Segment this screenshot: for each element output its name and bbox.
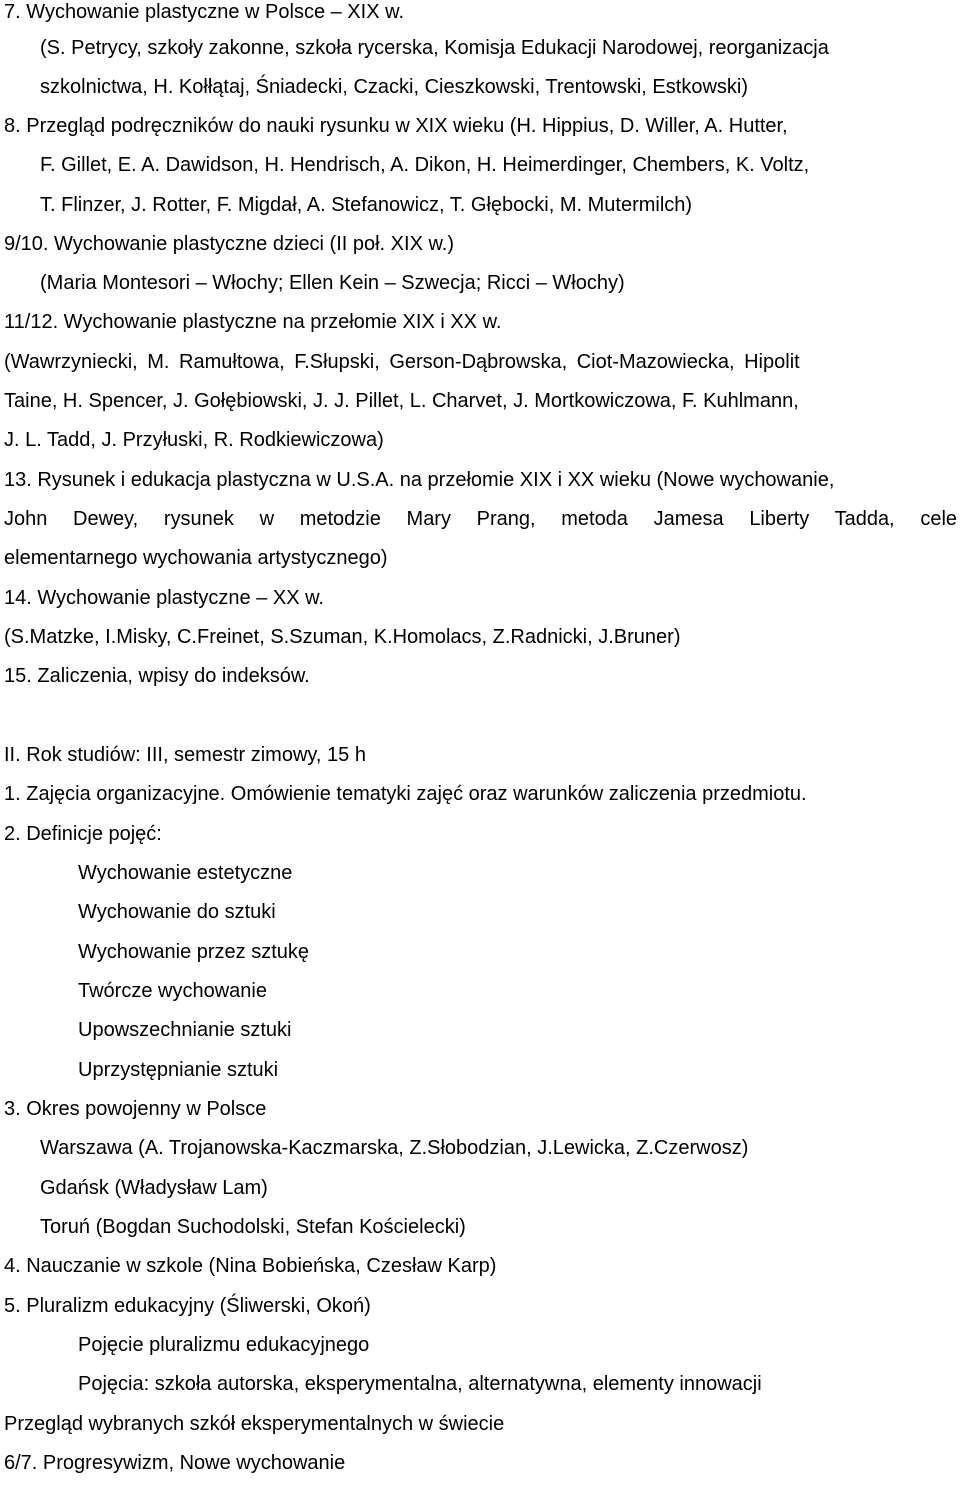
- item-11-12-details-line-3: J. L. Tadd, J. Przyłuski, R. Rodkiewiczowa): [4, 429, 384, 451]
- definition-item: Wychowanie przez sztukę: [78, 941, 310, 963]
- city-item: Toruń (Bogdan Suchodolski, Stefan Kościelecki): [40, 1216, 466, 1238]
- definition-item: Uprzystępnianie sztuki: [78, 1059, 279, 1081]
- item-9-10-heading: 9/10. Wychowanie plastyczne dzieci (II poł. XIX w.): [4, 233, 455, 255]
- item-13-line-3: elementarnego wychowania artystycznego): [4, 547, 388, 569]
- item-14-details: (S.Matzke, I.Misky, C.Freinet, S.Szuman, K.Homolacs, Z.Radnicki, J.Bruner): [4, 626, 681, 648]
- definition-item: Twórcze wychowanie: [78, 980, 267, 1002]
- item-13-line-1: 13. Rysunek i edukacja plastyczna w U.S.A. na przełomie XIX i XX wieku (Nowe wychowanie,: [4, 469, 835, 491]
- section-ii-item-1: 1. Zajęcia organizacyjne. Omówienie tematyki zajęć oraz warunków zaliczenia przedmiotu.: [4, 783, 807, 805]
- item-11-12-heading: 11/12. Wychowanie plastyczne na przełomie XIX i XX w.: [4, 311, 502, 333]
- item-11-12-details-line-2: Taine, H. Spencer, J. Gołębiowski, J. J. Pillet, L. Charvet, J. Mortkowiczowa, F. Kuhlmann,: [4, 390, 799, 412]
- item-7-details-line-1: (S. Petrycy, szkoły zakonne, szkoła rycerska, Komisja Edukacji Narodowej, reorganizacja: [40, 37, 829, 59]
- item-9-10-details: (Maria Montesori – Włochy; Ellen Kein – Szwecja; Ricci – Włochy): [40, 272, 625, 294]
- item-8-details-line-1: F. Gillet, E. A. Dawidson, H. Hendrisch, A. Dikon, H. Heimerdinger, Chembers, K. Voltz,: [40, 154, 810, 176]
- city-item: Warszawa (A. Trojanowska-Kaczmarska, Z.Słobodzian, J.Lewicka, Z.Czerwosz): [40, 1137, 749, 1159]
- item-8-heading: 8. Przegląd podręczników do nauki rysunku w XIX wieku (H. Hippius, D. Willer, A. Hutter,: [4, 115, 788, 137]
- section-ii-item-5: 5. Pluralizm edukacyjny (Śliwerski, Okoń): [4, 1295, 371, 1317]
- definition-item: Wychowanie estetyczne: [78, 862, 293, 884]
- section-ii-item-4: 4. Nauczanie w szkole (Nina Bobieńska, Czesław Karp): [4, 1255, 497, 1277]
- item-8-details-line-2: T. Flinzer, J. Rotter, F. Migdał, A. Stefanowicz, T. Głębocki, M. Mutermilch): [40, 194, 693, 216]
- city-item: Gdańsk (Władysław Lam): [40, 1177, 268, 1199]
- schools-overview: Przegląd wybranych szkół eksperymentalnych w świecie: [4, 1413, 505, 1435]
- section-ii-heading: II. Rok studiów: III, semestr zimowy, 15 h: [4, 744, 366, 766]
- item-7-details-line-2: szkolnictwa, H. Kołłątaj, Śniadecki, Czacki, Cieszkowski, Trentowski, Estkowski): [40, 76, 748, 98]
- item-13-line-2: John Dewey, rysunek w metodzie Mary Prang, metoda Jamesa Liberty Tadda, cele: [4, 508, 957, 530]
- definition-item: Wychowanie do sztuki: [78, 901, 276, 923]
- item-15: 15. Zaliczenia, wpisy do indeksów.: [4, 665, 310, 687]
- section-ii-item-3: 3. Okres powojenny w Polsce: [4, 1098, 267, 1120]
- item-7-heading: 7. Wychowanie plastyczne w Polsce – XIX w.: [4, 1, 404, 23]
- section-ii-item-6-7: 6/7. Progresywizm, Nowe wychowanie: [4, 1452, 346, 1474]
- definition-item: Upowszechnianie sztuki: [78, 1019, 292, 1041]
- item-14-heading: 14. Wychowanie plastyczne – XX w.: [4, 587, 324, 609]
- section-ii-item-2: 2. Definicje pojęć:: [4, 823, 162, 845]
- pluralism-subitem: Pojęcie pluralizmu edukacyjnego: [78, 1334, 370, 1356]
- pluralism-subitem: Pojęcia: szkoła autorska, eksperymentalna, alternatywna, elementy innowacji: [78, 1373, 762, 1395]
- item-11-12-details-line-1: (Wawrzyniecki, M. Ramułtowa, F.Słupski, Gerson-Dąbrowska, Ciot-Mazowiecka, Hipolit: [4, 351, 800, 373]
